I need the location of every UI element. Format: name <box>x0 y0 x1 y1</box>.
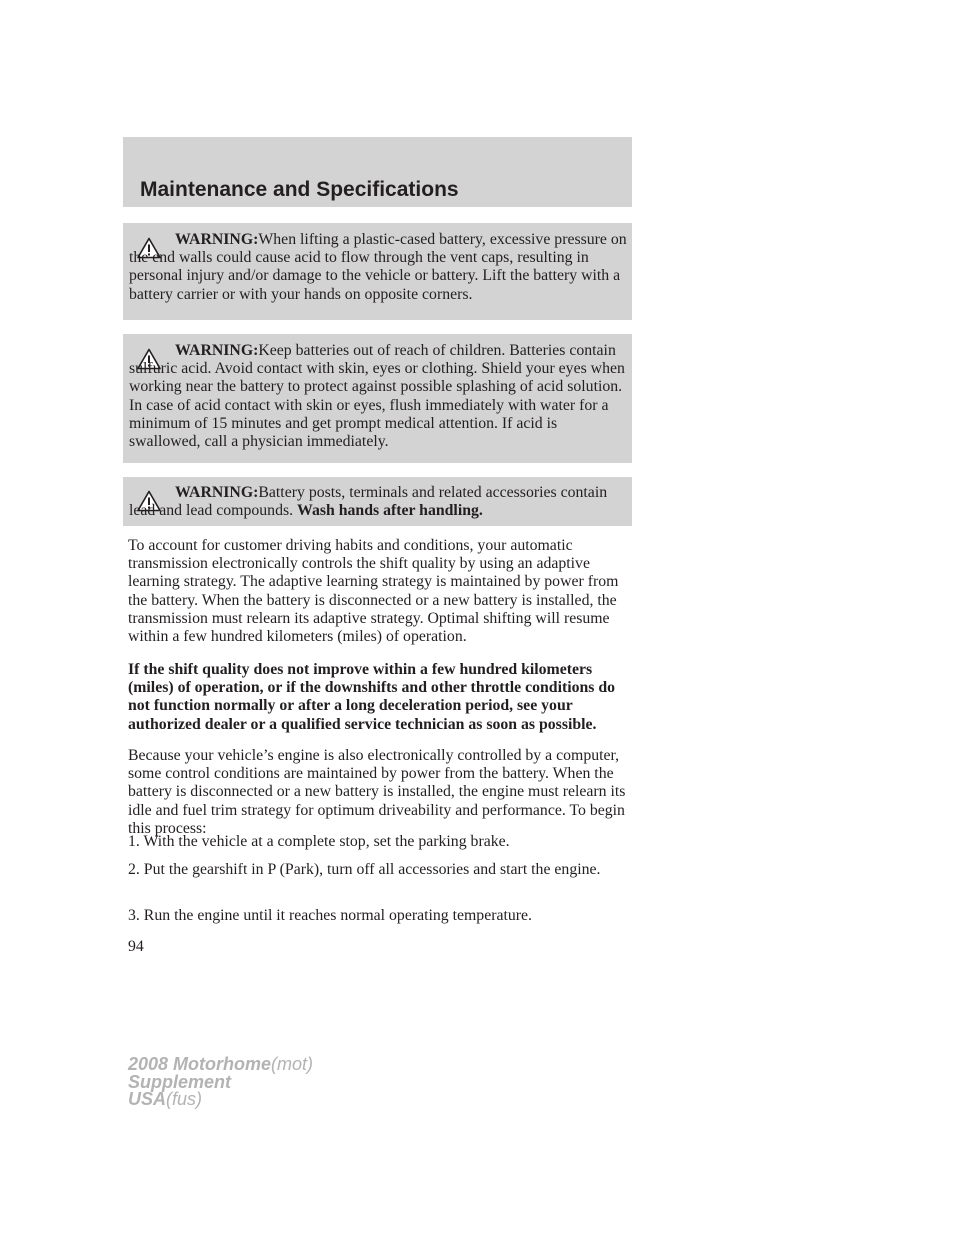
document-footer <box>128 1056 313 1109</box>
step-2: 2. Put the gearshift in P (Park), turn off all accessories and start the engine. <box>128 861 601 878</box>
page-number: 94 <box>128 938 144 955</box>
footer-market-code: (fus) <box>166 1089 203 1109</box>
warning-emphasis: Wash hands after handling. <box>297 502 483 520</box>
warning-label: WARNING: <box>175 342 259 359</box>
warning-label: WARNING: <box>175 484 259 501</box>
step-3: 3. Run the engine until it reaches normal operating temperature. <box>128 907 533 924</box>
warning-box-lifting <box>123 223 632 320</box>
section-title: Maintenance and Specifications <box>140 178 459 201</box>
warning-box-lead <box>123 477 632 526</box>
footer-model: 2008 Motorhome <box>128 1054 272 1074</box>
footer-model-code: (mot) <box>271 1054 314 1074</box>
warning-body: Battery posts, terminals and related accessories contain lead and lead compounds. <box>129 484 608 520</box>
warning-text <box>129 484 632 520</box>
warning-text <box>129 231 632 304</box>
step-1: 1. With the vehicle at a complete stop, set the parking brake. <box>128 833 510 850</box>
warning-body: Keep batteries out of reach of children. Batteries contain sulfuric acid. Avoid contact with skin, eyes or clothing. Shield your eyes when working near the battery to protect against possible splashing of acid solution. In case of acid contact with skin or eyes, flush immediately with water for a minimum of 15 minutes and get prompt medical attention. If acid is swallowed, call a physician immediately. <box>129 342 625 451</box>
footer-supplement: Supplement <box>128 1071 232 1092</box>
footer-market: USA <box>128 1089 167 1109</box>
warning-label: WARNING: <box>175 231 259 248</box>
warning-text <box>129 342 632 451</box>
paragraph-adaptive-strategy: To account for customer driving habits and conditions, your automatic transmission electronically controls the shift quality by using an adaptive learning strategy. The adaptive learning strategy is maintained by power from the battery. When the battery is disconnected or a new battery is installed, the transmission must relearn its adaptive strategy. Optimal shifting will resume within a few hundred kilometers (miles) of operation. <box>128 537 619 646</box>
warning-box-children <box>123 334 632 463</box>
warning-body: When lifting a plastic-cased battery, excessive pressure on the end walls could cause acid to flow through the vent caps, resulting in personal injury and/or damage to the vehicle or battery. Lift the battery with a battery carrier or with your hands on opposite corners. <box>129 231 627 303</box>
paragraph-engine-relearn: Because your vehicle’s engine is also electronically controlled by a computer, some control conditions are maintained by power from the battery. When the battery is disconnected or a new battery is installed, the engine must relearn its idle and fuel trim strategy for optimum driveability and performance. To begin this process: <box>128 747 626 837</box>
paragraph-shift-quality-warning: If the shift quality does not improve within a few hundred kilometers (miles) of operation, or if the downshifts and other throttle conditions do not function normally or after a long deceleration period, see your authorized dealer or a qualified service technician as soon as possible. <box>128 661 616 733</box>
